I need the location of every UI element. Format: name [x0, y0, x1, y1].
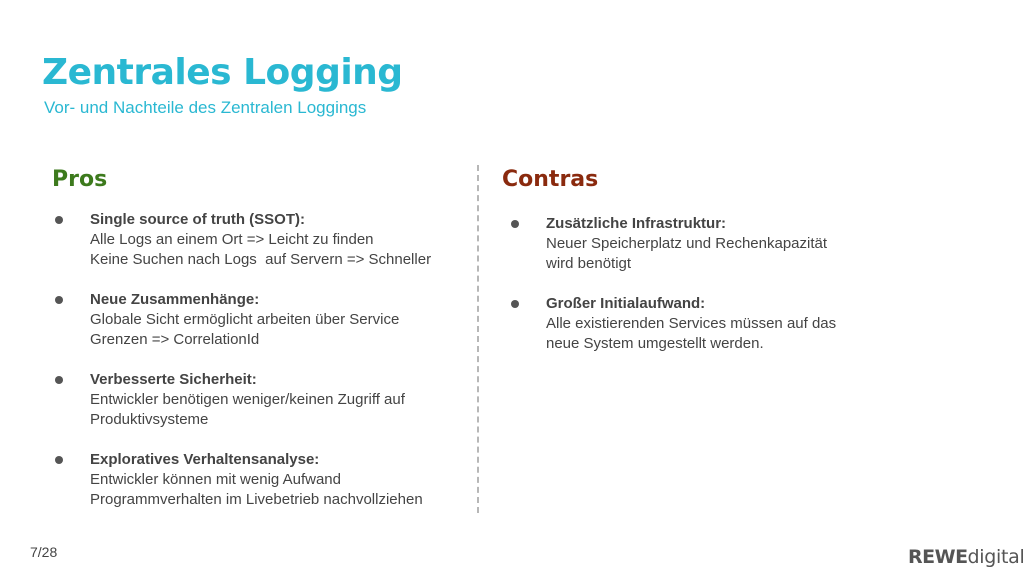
pros-list — [52, 210, 462, 530]
pros-item-text: Entwickler benötigen weniger/keinen Zugriff auf — [90, 391, 405, 408]
pros-item-title: Verbesserte Sicherheit: — [90, 371, 257, 388]
contras-item-text: Neuer Speicherplatz und Rechenkapazität — [546, 235, 828, 252]
column-divider — [477, 165, 479, 513]
bullet-icon — [55, 456, 63, 464]
pros-item-text: Keine Suchen nach Logs auf Servern => Schneller — [90, 251, 432, 268]
slide-title: Zentrales Logging — [42, 52, 403, 93]
contras-list — [508, 214, 908, 374]
slide-subtitle: Vor- und Nachteile des Zentralen Loggings — [44, 98, 367, 117]
contras-heading: Contras — [502, 167, 599, 192]
contras-item-text: neue System umgestellt werden. — [546, 335, 764, 352]
contras-item-title: Zusätzliche Infrastruktur: — [546, 215, 727, 232]
pros-item — [52, 290, 462, 350]
pros-heading: Pros — [52, 167, 108, 192]
pros-item — [52, 370, 462, 430]
bullet-icon — [55, 376, 63, 384]
page-number: 7/28 — [30, 544, 58, 560]
bullet-icon — [55, 216, 63, 224]
pros-item — [52, 210, 462, 270]
pros-item-text: Grenzen => CorrelationId — [90, 331, 260, 348]
pros-item-text: Programmverhalten im Livebetrieb nachvollziehen — [90, 491, 423, 508]
bullet-icon — [511, 300, 519, 308]
bullet-icon — [55, 296, 63, 304]
pros-item-text: Alle Logs an einem Ort => Leicht zu finden — [90, 231, 374, 248]
pros-item-title: Neue Zusammenhänge: — [90, 291, 260, 308]
pros-item-title: Exploratives Verhaltensanalyse: — [90, 451, 320, 468]
pros-item-title: Single source of truth (SSOT): — [90, 211, 306, 228]
contras-item-text: wird benötigt — [546, 255, 632, 272]
bullet-icon — [511, 220, 519, 228]
rewe-digital-logo — [908, 546, 1024, 568]
pros-item-text: Entwickler können mit wenig Aufwand — [90, 471, 341, 488]
pros-item-text: Produktivsysteme — [90, 411, 209, 428]
contras-item-title: Großer Initialaufwand: — [546, 295, 706, 312]
pros-item — [52, 450, 462, 510]
contras-item-text: Alle existierenden Services müssen auf das — [546, 315, 837, 332]
logo-suffix: digital — [967, 546, 1024, 568]
contras-item — [508, 214, 908, 274]
logo-brand: REWE — [908, 546, 968, 568]
pros-item-text: Globale Sicht ermöglicht arbeiten über Service — [90, 311, 400, 328]
contras-item — [508, 294, 908, 354]
